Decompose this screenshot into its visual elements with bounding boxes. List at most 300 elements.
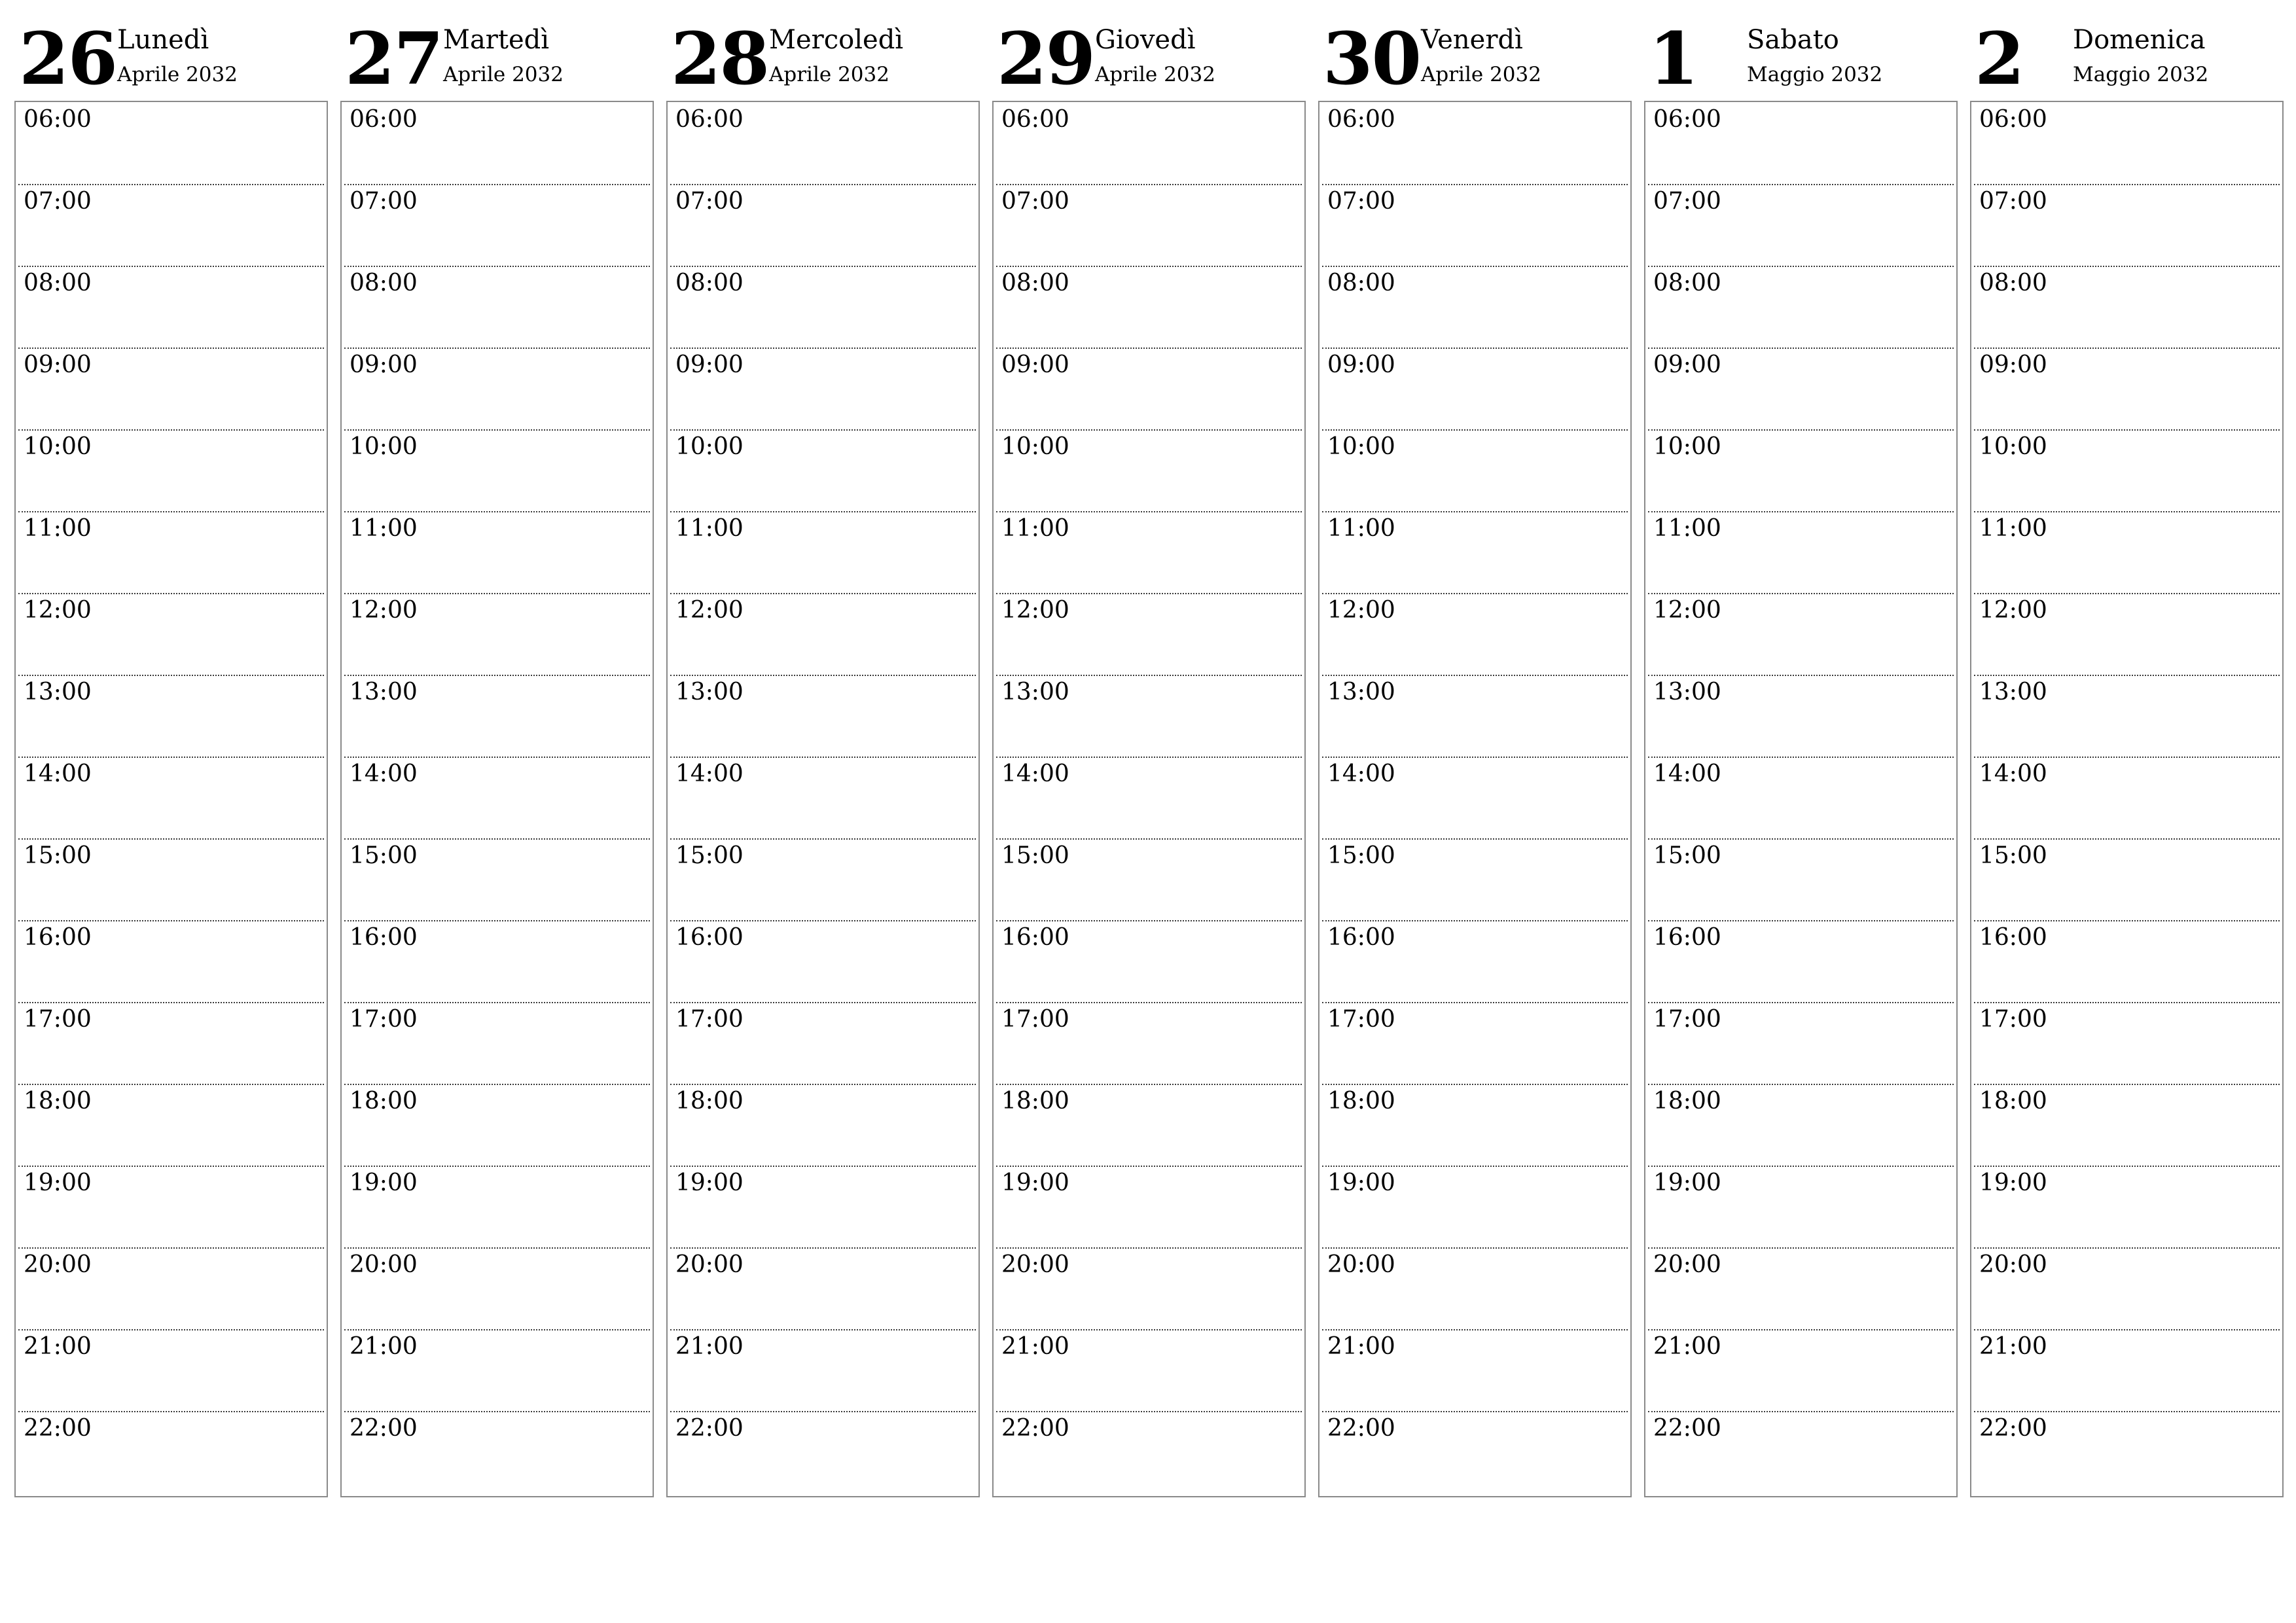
hour-slot[interactable] [668,1002,978,1084]
day-weekday: Lunedì [117,25,209,55]
hour-divider [670,1166,976,1167]
hour-slot[interactable] [342,429,653,511]
hour-label: 11:00 [1979,515,2047,542]
hour-slot[interactable] [668,1329,978,1411]
hour-divider [670,920,976,921]
hour-label: 13:00 [1979,679,2047,705]
hour-label: 16:00 [1979,924,2047,951]
hour-label: 06:00 [1979,106,2047,133]
hour-slot[interactable] [994,266,1304,348]
hour-slot[interactable] [668,1411,978,1493]
hour-slot[interactable] [1971,1002,2282,1084]
hour-slot[interactable] [1319,102,1630,184]
hour-slot[interactable] [1319,429,1630,511]
hour-label: 09:00 [350,351,418,378]
hour-slot[interactable] [16,1166,327,1247]
hour-label: 08:00 [350,270,418,296]
hour-slot[interactable] [1971,1084,2282,1166]
day-header [1644,0,1958,101]
day-column [340,0,654,1500]
hour-label: 19:00 [1979,1169,2047,1196]
hour-label: 13:00 [1653,679,1721,705]
hour-divider [1322,1247,1628,1249]
hour-divider [344,1247,650,1249]
hour-divider [996,1329,1302,1330]
day-month: Maggio 2032 [1747,63,1883,86]
hour-slot[interactable] [1645,1411,1956,1493]
hour-divider [996,184,1302,185]
hour-slot[interactable] [1645,675,1956,757]
day-schedule-box [1644,101,1958,1497]
hour-slot[interactable] [1645,757,1956,838]
hour-slot[interactable] [16,102,327,184]
hour-label: 19:00 [1001,1169,1069,1196]
hour-divider [670,1002,976,1003]
hour-slot[interactable] [994,1247,1304,1329]
hour-slot[interactable] [994,184,1304,266]
hour-slot[interactable] [1645,838,1956,920]
hour-divider [670,757,976,758]
hour-divider [996,348,1302,349]
hour-divider [1974,1002,2280,1003]
hour-label: 17:00 [1001,1006,1069,1033]
hour-slot[interactable] [1971,184,2282,266]
hour-divider [670,429,976,431]
hour-slot[interactable] [342,593,653,675]
day-number: 1 [1649,16,1698,101]
day-header [1318,0,1632,101]
hour-label: 06:00 [350,106,418,133]
hour-divider [996,1002,1302,1003]
hour-divider [996,511,1302,512]
hour-slot[interactable] [16,1002,327,1084]
hour-label: 17:00 [1327,1006,1395,1033]
hour-divider [1974,920,2280,921]
hour-divider [18,429,324,431]
hour-label: 14:00 [350,760,418,787]
hour-divider [1974,266,2280,267]
hour-slot[interactable] [1645,348,1956,429]
hour-divider [1648,593,1954,594]
hour-divider [344,429,650,431]
hour-divider [670,1247,976,1249]
day-month: Aprile 2032 [117,63,238,86]
hour-label: 09:00 [1327,351,1395,378]
hour-divider [996,838,1302,840]
hour-slot[interactable] [342,757,653,838]
hour-label: 20:00 [1979,1251,2047,1278]
hour-slot[interactable] [16,1247,327,1329]
hour-divider [1974,1166,2280,1167]
hour-divider [1322,184,1628,185]
hour-divider [344,757,650,758]
hour-label: 06:00 [675,106,744,133]
day-weekday: Giovedì [1095,25,1196,55]
day-column [1970,0,2284,1500]
hour-slot[interactable] [16,757,327,838]
hour-slot[interactable] [16,838,327,920]
hour-slot[interactable] [1971,1166,2282,1247]
hour-label: 19:00 [350,1169,418,1196]
hour-label: 20:00 [1001,1251,1069,1278]
hour-label: 20:00 [24,1251,92,1278]
day-weekday: Venerdì [1421,25,1523,55]
hour-slot[interactable] [668,920,978,1002]
hour-label: 17:00 [1979,1006,2047,1033]
hour-slot[interactable] [16,429,327,511]
hour-slot[interactable] [1319,1166,1630,1247]
hour-slot[interactable] [668,593,978,675]
hour-slot[interactable] [1319,675,1630,757]
hour-label: 22:00 [675,1415,744,1442]
hour-divider [18,184,324,185]
hour-label: 19:00 [1653,1169,1721,1196]
hour-label: 13:00 [1001,679,1069,705]
hour-divider [1974,1084,2280,1085]
hour-slot[interactable] [1645,266,1956,348]
hour-label: 16:00 [24,924,92,951]
hour-label: 13:00 [350,679,418,705]
day-weekday: Sabato [1747,25,1839,55]
hour-label: 20:00 [1327,1251,1395,1278]
hour-divider [18,838,324,840]
hour-slot[interactable] [668,838,978,920]
hour-divider [344,838,650,840]
hour-slot[interactable] [1971,757,2282,838]
hour-slot[interactable] [994,920,1304,1002]
hour-slot[interactable] [994,1411,1304,1493]
hour-slot[interactable] [1319,1084,1630,1166]
hour-slot[interactable] [1319,1002,1630,1084]
hour-label: 16:00 [350,924,418,951]
hour-label: 17:00 [24,1006,92,1033]
hour-label: 19:00 [675,1169,744,1196]
hour-slot[interactable] [342,266,653,348]
hour-slot[interactable] [1971,511,2282,593]
hour-slot[interactable] [1645,511,1956,593]
day-weekday: Martedì [443,25,550,55]
hour-slot[interactable] [1645,184,1956,266]
day-column [1318,0,1632,1500]
hour-slot[interactable] [994,102,1304,184]
day-schedule-box [666,101,980,1497]
hour-slot[interactable] [994,1329,1304,1411]
hour-slot[interactable] [1319,757,1630,838]
hour-label: 08:00 [675,270,744,296]
hour-slot[interactable] [342,675,653,757]
hour-label: 11:00 [350,515,418,542]
hour-slot[interactable] [1645,102,1956,184]
hour-slot[interactable] [668,266,978,348]
hour-slot[interactable] [1319,1329,1630,1411]
hour-label: 22:00 [350,1415,418,1442]
hour-slot[interactable] [342,1329,653,1411]
hour-slot[interactable] [1971,593,2282,675]
day-weekday: Domenica [2073,25,2206,55]
hour-divider [1974,838,2280,840]
hour-slot[interactable] [1319,348,1630,429]
hour-divider [1974,757,2280,758]
hour-slot[interactable] [1319,920,1630,1002]
hour-divider [1648,266,1954,267]
hour-divider [1322,1329,1628,1330]
hour-label: 11:00 [1653,515,1721,542]
hour-slot[interactable] [342,102,653,184]
day-month: Aprile 2032 [1095,63,1215,86]
hour-slot[interactable] [1645,429,1956,511]
hour-slot[interactable] [668,757,978,838]
hour-divider [670,184,976,185]
hour-slot[interactable] [1971,675,2282,757]
hour-divider [1322,1084,1628,1085]
hour-slot[interactable] [1645,593,1956,675]
hour-divider [18,757,324,758]
hour-slot[interactable] [668,348,978,429]
hour-divider [670,838,976,840]
day-schedule-box [1970,101,2284,1497]
hour-slot[interactable] [668,184,978,266]
hour-divider [1974,1329,2280,1330]
hour-label: 07:00 [1979,188,2047,215]
hour-slot[interactable] [668,511,978,593]
hour-divider [1648,757,1954,758]
hour-divider [1974,675,2280,676]
hour-label: 08:00 [1979,270,2047,296]
hour-slot[interactable] [342,1247,653,1329]
hour-slot[interactable] [342,838,653,920]
hour-divider [1648,1411,1954,1412]
hour-label: 10:00 [24,433,92,460]
hour-label: 16:00 [1653,924,1721,951]
hour-divider [1648,1002,1954,1003]
hour-slot[interactable] [16,511,327,593]
hour-slot[interactable] [342,1002,653,1084]
hour-divider [1322,838,1628,840]
hour-slot[interactable] [1971,838,2282,920]
hour-slot[interactable] [994,348,1304,429]
hour-slot[interactable] [342,1084,653,1166]
hour-label: 21:00 [350,1333,418,1360]
hour-divider [18,675,324,676]
hour-slot[interactable] [994,593,1304,675]
hour-label: 15:00 [1979,842,2047,869]
hour-divider [1974,1247,2280,1249]
hour-divider [996,920,1302,921]
hour-divider [1648,1084,1954,1085]
hour-slot[interactable] [1319,838,1630,920]
day-month: Aprile 2032 [769,63,889,86]
hour-label: 12:00 [1327,597,1395,624]
hour-label: 21:00 [1979,1333,2047,1360]
hour-label: 09:00 [24,351,92,378]
hour-slot[interactable] [668,102,978,184]
hour-slot[interactable] [1319,511,1630,593]
hour-label: 17:00 [350,1006,418,1033]
hour-label: 17:00 [1653,1006,1721,1033]
hour-divider [996,1166,1302,1167]
hour-slot[interactable] [1645,1247,1956,1329]
hour-slot[interactable] [342,511,653,593]
hour-label: 15:00 [24,842,92,869]
hour-slot[interactable] [1645,920,1956,1002]
hour-slot[interactable] [1971,1247,2282,1329]
hour-slot[interactable] [16,266,327,348]
hour-divider [1648,1329,1954,1330]
day-number: 28 [671,16,769,101]
hour-slot[interactable] [1971,266,2282,348]
hour-label: 08:00 [24,270,92,296]
hour-divider [996,429,1302,431]
hour-label: 07:00 [350,188,418,215]
hour-divider [996,1411,1302,1412]
hour-slot[interactable] [994,675,1304,757]
hour-label: 13:00 [675,679,744,705]
hour-slot[interactable] [1971,348,2282,429]
hour-label: 08:00 [1001,270,1069,296]
hour-label: 21:00 [24,1333,92,1360]
hour-slot[interactable] [1319,184,1630,266]
day-month: Aprile 2032 [443,63,564,86]
hour-slot[interactable] [16,675,327,757]
hour-label: 15:00 [1001,842,1069,869]
hour-slot[interactable] [16,920,327,1002]
hour-slot[interactable] [1971,429,2282,511]
hour-label: 22:00 [1327,1415,1395,1442]
hour-slot[interactable] [342,1411,653,1493]
hour-label: 14:00 [1653,760,1721,787]
hour-slot[interactable] [1971,1329,2282,1411]
day-header [340,0,654,101]
hour-label: 09:00 [1979,351,2047,378]
hour-slot[interactable] [994,757,1304,838]
hour-divider [18,266,324,267]
hour-slot[interactable] [1319,1411,1630,1493]
hour-slot[interactable] [16,348,327,429]
hour-label: 14:00 [1979,760,2047,787]
hour-slot[interactable] [994,429,1304,511]
hour-label: 13:00 [24,679,92,705]
hour-divider [1322,429,1628,431]
hour-label: 18:00 [1327,1088,1395,1115]
hour-slot[interactable] [16,184,327,266]
hour-slot[interactable] [668,1247,978,1329]
hour-slot[interactable] [1645,1084,1956,1166]
hour-label: 22:00 [24,1415,92,1442]
hour-label: 13:00 [1327,679,1395,705]
hour-slot[interactable] [994,1084,1304,1166]
hour-label: 11:00 [1327,515,1395,542]
hour-slot[interactable] [1645,1329,1956,1411]
hour-slot[interactable] [342,920,653,1002]
hour-slot[interactable] [994,511,1304,593]
hour-divider [18,1166,324,1167]
hour-slot[interactable] [668,675,978,757]
hour-label: 21:00 [1001,1333,1069,1360]
day-schedule-box [14,101,328,1497]
hour-divider [1322,675,1628,676]
hour-divider [18,1411,324,1412]
hour-divider [344,184,650,185]
hour-divider [670,1411,976,1412]
hour-divider [1322,593,1628,594]
hour-label: 18:00 [675,1088,744,1115]
hour-label: 07:00 [1001,188,1069,215]
hour-label: 14:00 [24,760,92,787]
hour-slot[interactable] [16,1084,327,1166]
hour-slot[interactable] [1971,920,2282,1002]
hour-slot[interactable] [1319,593,1630,675]
day-header [1970,0,2284,101]
hour-slot[interactable] [1645,1166,1956,1247]
hour-label: 15:00 [350,842,418,869]
hour-slot[interactable] [16,1411,327,1493]
hour-slot[interactable] [16,1329,327,1411]
hour-divider [996,1084,1302,1085]
hour-label: 09:00 [1653,351,1721,378]
day-column [14,0,328,1500]
hour-divider [1974,184,2280,185]
hour-label: 06:00 [24,106,92,133]
day-number: 2 [1975,16,2024,101]
hour-label: 15:00 [1653,842,1721,869]
day-header [14,0,328,101]
hour-divider [670,593,976,594]
hour-label: 21:00 [1653,1333,1721,1360]
hour-slot[interactable] [994,838,1304,920]
hour-label: 20:00 [1653,1251,1721,1278]
hour-label: 08:00 [1327,270,1395,296]
hour-label: 18:00 [1653,1088,1721,1115]
hour-label: 16:00 [675,924,744,951]
hour-slot[interactable] [16,593,327,675]
hour-divider [344,511,650,512]
day-schedule-box [340,101,654,1497]
hour-slot[interactable] [342,348,653,429]
hour-slot[interactable] [994,1166,1304,1247]
hour-divider [18,593,324,594]
hour-slot[interactable] [1319,1247,1630,1329]
hour-divider [1974,429,2280,431]
hour-slot[interactable] [668,1084,978,1166]
hour-slot[interactable] [1971,1411,2282,1493]
hour-divider [344,920,650,921]
hour-label: 10:00 [1327,433,1395,460]
hour-label: 06:00 [1653,106,1721,133]
hour-slot[interactable] [1645,1002,1956,1084]
hour-label: 09:00 [675,351,744,378]
hour-label: 11:00 [675,515,744,542]
hour-label: 10:00 [675,433,744,460]
hour-slot[interactable] [342,184,653,266]
hour-label: 08:00 [1653,270,1721,296]
hour-slot[interactable] [668,429,978,511]
day-number: 27 [345,16,443,101]
hour-divider [996,757,1302,758]
hour-slot[interactable] [1319,266,1630,348]
hour-label: 15:00 [675,842,744,869]
hour-divider [18,511,324,512]
hour-divider [344,1329,650,1330]
hour-label: 10:00 [1979,433,2047,460]
hour-label: 18:00 [350,1088,418,1115]
hour-slot[interactable] [668,1166,978,1247]
hour-slot[interactable] [342,1166,653,1247]
hour-divider [1648,429,1954,431]
hour-slot[interactable] [1971,102,2282,184]
hour-label: 12:00 [1001,597,1069,624]
hour-slot[interactable] [994,1002,1304,1084]
hour-divider [1322,511,1628,512]
